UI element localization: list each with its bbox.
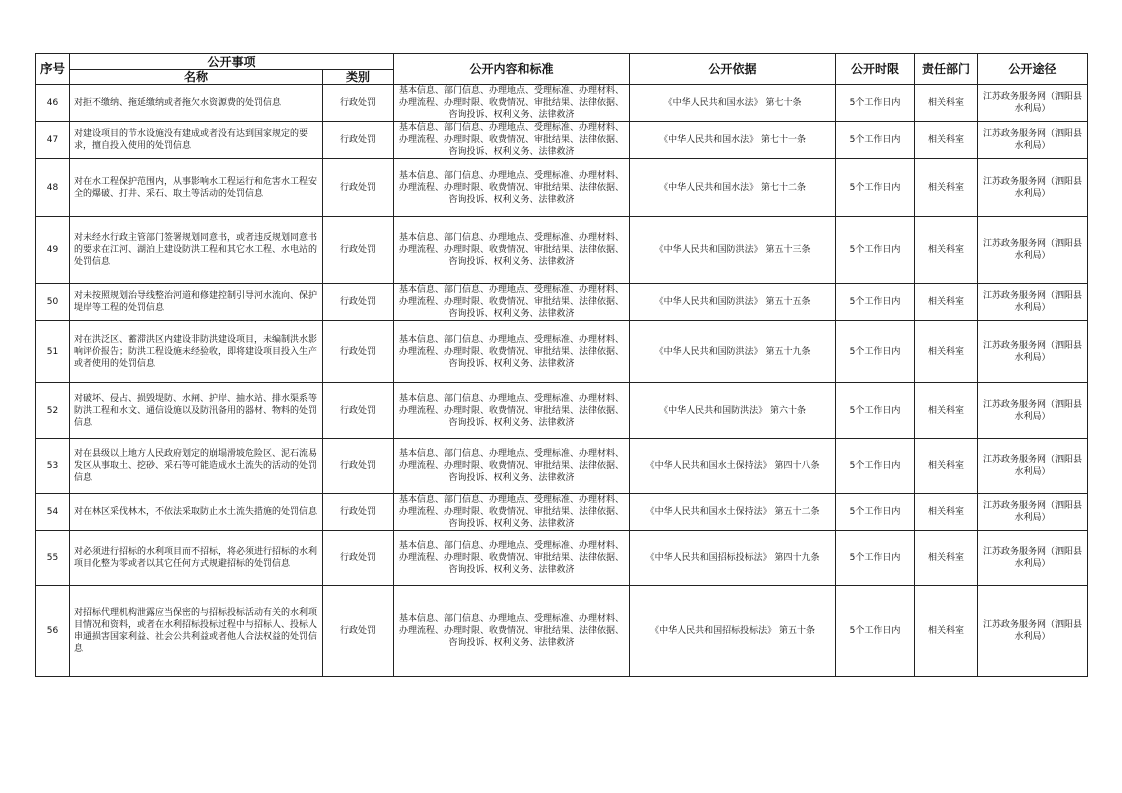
row-department: 相关科室 [915, 531, 978, 586]
row-name: 对建设项目的节水设施没有建成或者没有达到国家规定的要求，擅自投入使用的处罚信息 [70, 122, 323, 159]
row-channel: 江苏政务服务网（泗阳县水利局） [978, 85, 1088, 122]
row-name: 对未经水行政主管部门签署规划同意书，或者违反规划同意书的要求在江河、湖泊上建设防洪工程和其它水工程、水电站的处罚信息 [70, 217, 323, 284]
row-time-limit: 5个工作日内 [836, 531, 915, 586]
row-content: 基本信息、部门信息、办理地点、受理标准、办理材料、办理流程、办理时限、收费情况、审批结果、法律依据、咨询投诉、权利义务、法律救济 [394, 531, 630, 586]
row-content: 基本信息、部门信息、办理地点、受理标准、办理材料、办理流程、办理时限、收费情况、审批结果、法律依据、咨询投诉、权利义务、法律救济 [394, 383, 630, 439]
row-content: 基本信息、部门信息、办理地点、受理标准、办理材料、办理流程、办理时限、收费情况、审批结果、法律依据、咨询投诉、权利义务、法律救济 [394, 284, 630, 321]
disclosure-table [35, 53, 1088, 677]
row-department: 相关科室 [915, 122, 978, 159]
row-department: 相关科室 [915, 494, 978, 531]
row-name: 对拒不缴纳、拖延缴纳或者拖欠水资源费的处罚信息 [70, 85, 323, 122]
table-row [36, 586, 1088, 677]
row-time-limit: 5个工作日内 [836, 494, 915, 531]
row-category: 行政处罚 [323, 284, 394, 321]
row-seq: 54 [36, 494, 70, 531]
row-basis: 《中华人民共和国防洪法》 第五十三条 [630, 217, 836, 284]
row-category: 行政处罚 [323, 321, 394, 383]
row-time-limit: 5个工作日内 [836, 122, 915, 159]
row-channel: 江苏政务服务网（泗阳县水利局） [978, 159, 1088, 217]
table-row [36, 284, 1088, 321]
row-name: 对在水工程保护范围内，从事影响水工程运行和危害水工程安全的爆破、打井、采石、取土等活动的处罚信息 [70, 159, 323, 217]
row-channel: 江苏政务服务网（泗阳县水利局） [978, 494, 1088, 531]
header-name: 名称 [70, 70, 323, 85]
row-category: 行政处罚 [323, 494, 394, 531]
row-channel: 江苏政务服务网（泗阳县水利局） [978, 439, 1088, 494]
header-content: 公开内容和标准 [394, 54, 630, 85]
row-basis: 《中华人民共和国水土保持法》 第四十八条 [630, 439, 836, 494]
row-basis: 《中华人民共和国招标投标法》 第五十条 [630, 586, 836, 677]
row-basis: 《中华人民共和国防洪法》 第六十条 [630, 383, 836, 439]
header-seq: 序号 [36, 54, 70, 85]
table-row [36, 531, 1088, 586]
row-seq: 46 [36, 85, 70, 122]
table-row [36, 383, 1088, 439]
row-time-limit: 5个工作日内 [836, 321, 915, 383]
table-row [36, 217, 1088, 284]
row-time-limit: 5个工作日内 [836, 586, 915, 677]
table-row [36, 321, 1088, 383]
row-department: 相关科室 [915, 85, 978, 122]
row-name: 对招标代理机构泄露应当保密的与招标投标活动有关的水利项目情况和资料，或者在水利招标投标过程中与招标人、投标人串通损害国家利益、社会公共利益或者他人合法权益的处罚信息 [70, 586, 323, 677]
row-name: 对破坏、侵占、损毁堤防、水闸、护岸、抽水站、排水渠系等防洪工程和水文、通信设施以及防汛备用的器材、物料的处罚信息 [70, 383, 323, 439]
row-time-limit: 5个工作日内 [836, 217, 915, 284]
row-seq: 47 [36, 122, 70, 159]
row-department: 相关科室 [915, 439, 978, 494]
header-items: 公开事项 [70, 54, 394, 70]
table-row [36, 494, 1088, 531]
row-basis: 《中华人民共和国水法》 第七十二条 [630, 159, 836, 217]
header-row-1 [36, 54, 1088, 70]
table-row [36, 85, 1088, 122]
row-name: 对未按照规划治导线整治河道和修建控制引导河水流向、保护堤岸等工程的处罚信息 [70, 284, 323, 321]
row-department: 相关科室 [915, 321, 978, 383]
row-channel: 江苏政务服务网（泗阳县水利局） [978, 321, 1088, 383]
table-row [36, 122, 1088, 159]
row-category: 行政处罚 [323, 85, 394, 122]
row-content: 基本信息、部门信息、办理地点、受理标准、办理材料、办理流程、办理时限、收费情况、审批结果、法律依据、咨询投诉、权利义务、法律救济 [394, 321, 630, 383]
row-department: 相关科室 [915, 159, 978, 217]
row-content: 基本信息、部门信息、办理地点、受理标准、办理材料、办理流程、办理时限、收费情况、审批结果、法律依据、咨询投诉、权利义务、法律救济 [394, 439, 630, 494]
row-department: 相关科室 [915, 383, 978, 439]
row-content: 基本信息、部门信息、办理地点、受理标准、办理材料、办理流程、办理时限、收费情况、审批结果、法律依据、咨询投诉、权利义务、法律救济 [394, 122, 630, 159]
row-time-limit: 5个工作日内 [836, 439, 915, 494]
row-department: 相关科室 [915, 217, 978, 284]
row-seq: 50 [36, 284, 70, 321]
table-row [36, 159, 1088, 217]
row-category: 行政处罚 [323, 383, 394, 439]
row-content: 基本信息、部门信息、办理地点、受理标准、办理材料、办理流程、办理时限、收费情况、审批结果、法律依据、咨询投诉、权利义务、法律救济 [394, 217, 630, 284]
row-content: 基本信息、部门信息、办理地点、受理标准、办理材料、办理流程、办理时限、收费情况、审批结果、法律依据、咨询投诉、权利义务、法律救济 [394, 85, 630, 122]
row-basis: 《中华人民共和国水土保持法》 第五十二条 [630, 494, 836, 531]
row-channel: 江苏政务服务网（泗阳县水利局） [978, 531, 1088, 586]
row-basis: 《中华人民共和国招标投标法》 第四十九条 [630, 531, 836, 586]
row-channel: 江苏政务服务网（泗阳县水利局） [978, 383, 1088, 439]
row-channel: 江苏政务服务网（泗阳县水利局） [978, 586, 1088, 677]
row-channel: 江苏政务服务网（泗阳县水利局） [978, 217, 1088, 284]
row-category: 行政处罚 [323, 531, 394, 586]
row-seq: 52 [36, 383, 70, 439]
row-name: 对在洪泛区、蓄滞洪区内建设非防洪建设项目，未编制洪水影响评价报告；防洪工程设施未经验收，即将建设项目投入生产或者使用的处罚信息 [70, 321, 323, 383]
row-time-limit: 5个工作日内 [836, 383, 915, 439]
row-name: 对在林区采伐林木，不依法采取防止水土流失措施的处罚信息 [70, 494, 323, 531]
row-time-limit: 5个工作日内 [836, 159, 915, 217]
row-name: 对在县级以上地方人民政府划定的崩塌滑坡危险区、泥石流易发区从事取土、挖砂、采石等可能造成水土流失的活动的处罚信息 [70, 439, 323, 494]
row-seq: 51 [36, 321, 70, 383]
row-basis: 《中华人民共和国水法》 第七十一条 [630, 122, 836, 159]
header-department: 责任部门 [915, 54, 978, 85]
row-channel: 江苏政务服务网（泗阳县水利局） [978, 284, 1088, 321]
row-category: 行政处罚 [323, 122, 394, 159]
row-seq: 49 [36, 217, 70, 284]
row-time-limit: 5个工作日内 [836, 284, 915, 321]
row-category: 行政处罚 [323, 159, 394, 217]
row-department: 相关科室 [915, 586, 978, 677]
header-time-limit: 公开时限 [836, 54, 915, 85]
row-category: 行政处罚 [323, 586, 394, 677]
header-category: 类别 [323, 70, 394, 85]
header-basis: 公开依据 [630, 54, 836, 85]
row-content: 基本信息、部门信息、办理地点、受理标准、办理材料、办理流程、办理时限、收费情况、审批结果、法律依据、咨询投诉、权利义务、法律救济 [394, 586, 630, 677]
row-name: 对必须进行招标的水利项目而不招标，将必须进行招标的水利项目化整为零或者以其它任何方式规避招标的处罚信息 [70, 531, 323, 586]
row-basis: 《中华人民共和国防洪法》 第五十五条 [630, 284, 836, 321]
row-channel: 江苏政务服务网（泗阳县水利局） [978, 122, 1088, 159]
row-category: 行政处罚 [323, 217, 394, 284]
row-seq: 53 [36, 439, 70, 494]
table-row [36, 439, 1088, 494]
row-department: 相关科室 [915, 284, 978, 321]
row-basis: 《中华人民共和国防洪法》 第五十九条 [630, 321, 836, 383]
row-seq: 55 [36, 531, 70, 586]
row-category: 行政处罚 [323, 439, 394, 494]
row-seq: 48 [36, 159, 70, 217]
row-content: 基本信息、部门信息、办理地点、受理标准、办理材料、办理流程、办理时限、收费情况、审批结果、法律依据、咨询投诉、权利义务、法律救济 [394, 494, 630, 531]
row-basis: 《中华人民共和国水法》 第七十条 [630, 85, 836, 122]
header-channel: 公开途径 [978, 54, 1088, 85]
row-time-limit: 5个工作日内 [836, 85, 915, 122]
row-content: 基本信息、部门信息、办理地点、受理标准、办理材料、办理流程、办理时限、收费情况、审批结果、法律依据、咨询投诉、权利义务、法律救济 [394, 159, 630, 217]
row-seq: 56 [36, 586, 70, 677]
